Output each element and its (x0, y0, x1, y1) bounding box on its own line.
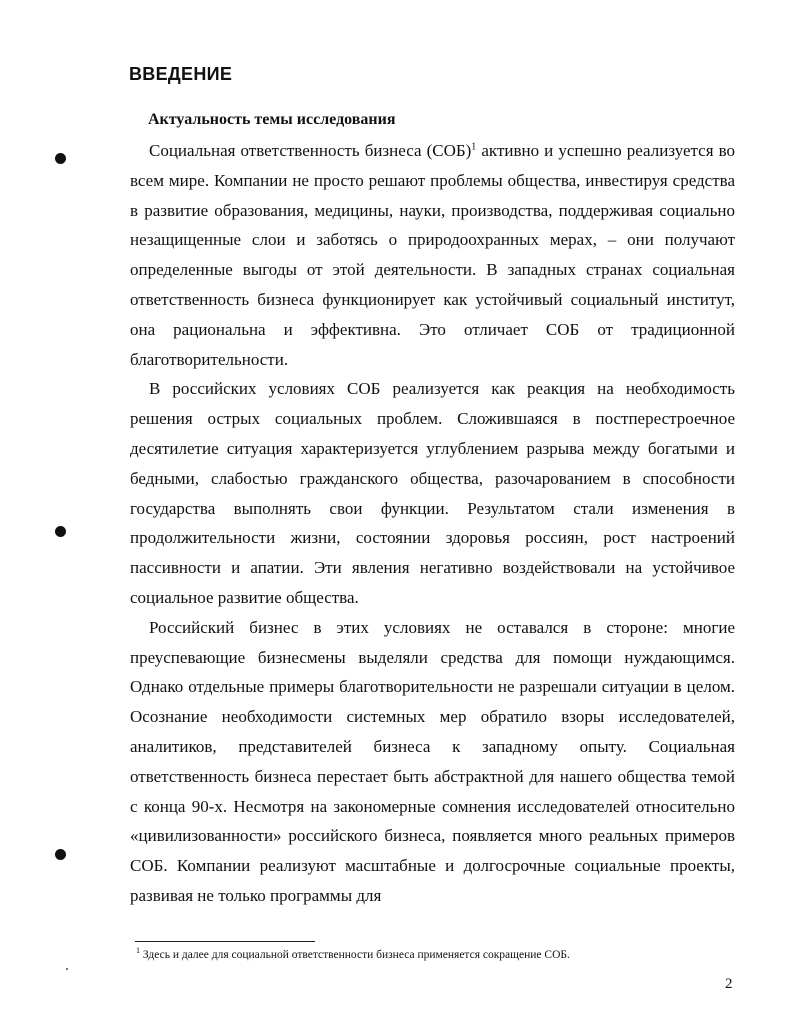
footnote-divider (135, 941, 315, 942)
punch-hole-mark (55, 526, 66, 537)
footnote-text: Здесь и далее для социальной ответственности бизнеса применяется сокращение СОБ. (140, 949, 570, 961)
page-number: 2 (725, 976, 733, 992)
paragraph-1-rest: активно и успешно реализуется во всем мире. Компании не просто решают проблемы общества, инвестируя средства в развитие образования, медицины, науки, производства, поддерживая социально незащищенные слои и заботясь о природоохранных мерах, – они получают определенные выгоды от этой деятельности. В западных странах социальная ответственность бизнеса функционирует как устойчивый социальный институт, она рациональна и эффективна. Это отличает СОБ от традиционной благотворительности. (130, 141, 736, 369)
footnote (136, 946, 736, 961)
page-heading: ВВЕДЕНИЕ (129, 64, 233, 84)
body-text (130, 136, 735, 911)
paragraph-1 (130, 136, 735, 374)
footnote-reference: 1 (471, 141, 477, 153)
scan-speck (66, 968, 68, 970)
punch-hole-mark (55, 153, 66, 164)
paragraph-3: Российский бизнес в этих условиях не оставался в стороне: многие преуспевающие бизнесмены выделяли средства для помощи нуждающимся. Однако отдельные примеры благотворительности не разрешали ситуации в целом. Осознание необходимости системных мер обратило взоры исследователей, аналитиков, представителей бизнеса к западному опыту. Социальная ответственность бизнеса перестает быть абстрактной для нашего общества темой с конца 90-х. Несмотря на закономерные сомнения исследователей относительно «цивилизованности» российского бизнеса, появляется много реальных примеров СОБ. Компании реализуют масштабные и долгосрочные социальные проекты, развивая не только программы для (130, 617, 735, 905)
section-subheading: Актуальность темы исследования (148, 111, 396, 128)
footnote-mark: 1 (136, 946, 140, 956)
paragraph-2: В российских условиях СОБ реализуется как реакция на необходимость решения острых социальных проблем. Сложившаяся в постперестроечное десятилетие ситуация характеризуется углублением разрыва между богатыми и бедными, слабостью гражданского общества, разочарованием в способности государства выполнять свои функции. Результатом стали изменения в продолжительности жизни, состоянии здоровья россиян, рост настроений пассивности и апатии. Эти явления негативно воздействовали на устойчивое социальное развитие общества. (130, 379, 735, 607)
punch-hole-mark (55, 849, 66, 860)
paragraph-1-start: Социальная ответственность бизнеса (СОБ) (149, 141, 472, 160)
